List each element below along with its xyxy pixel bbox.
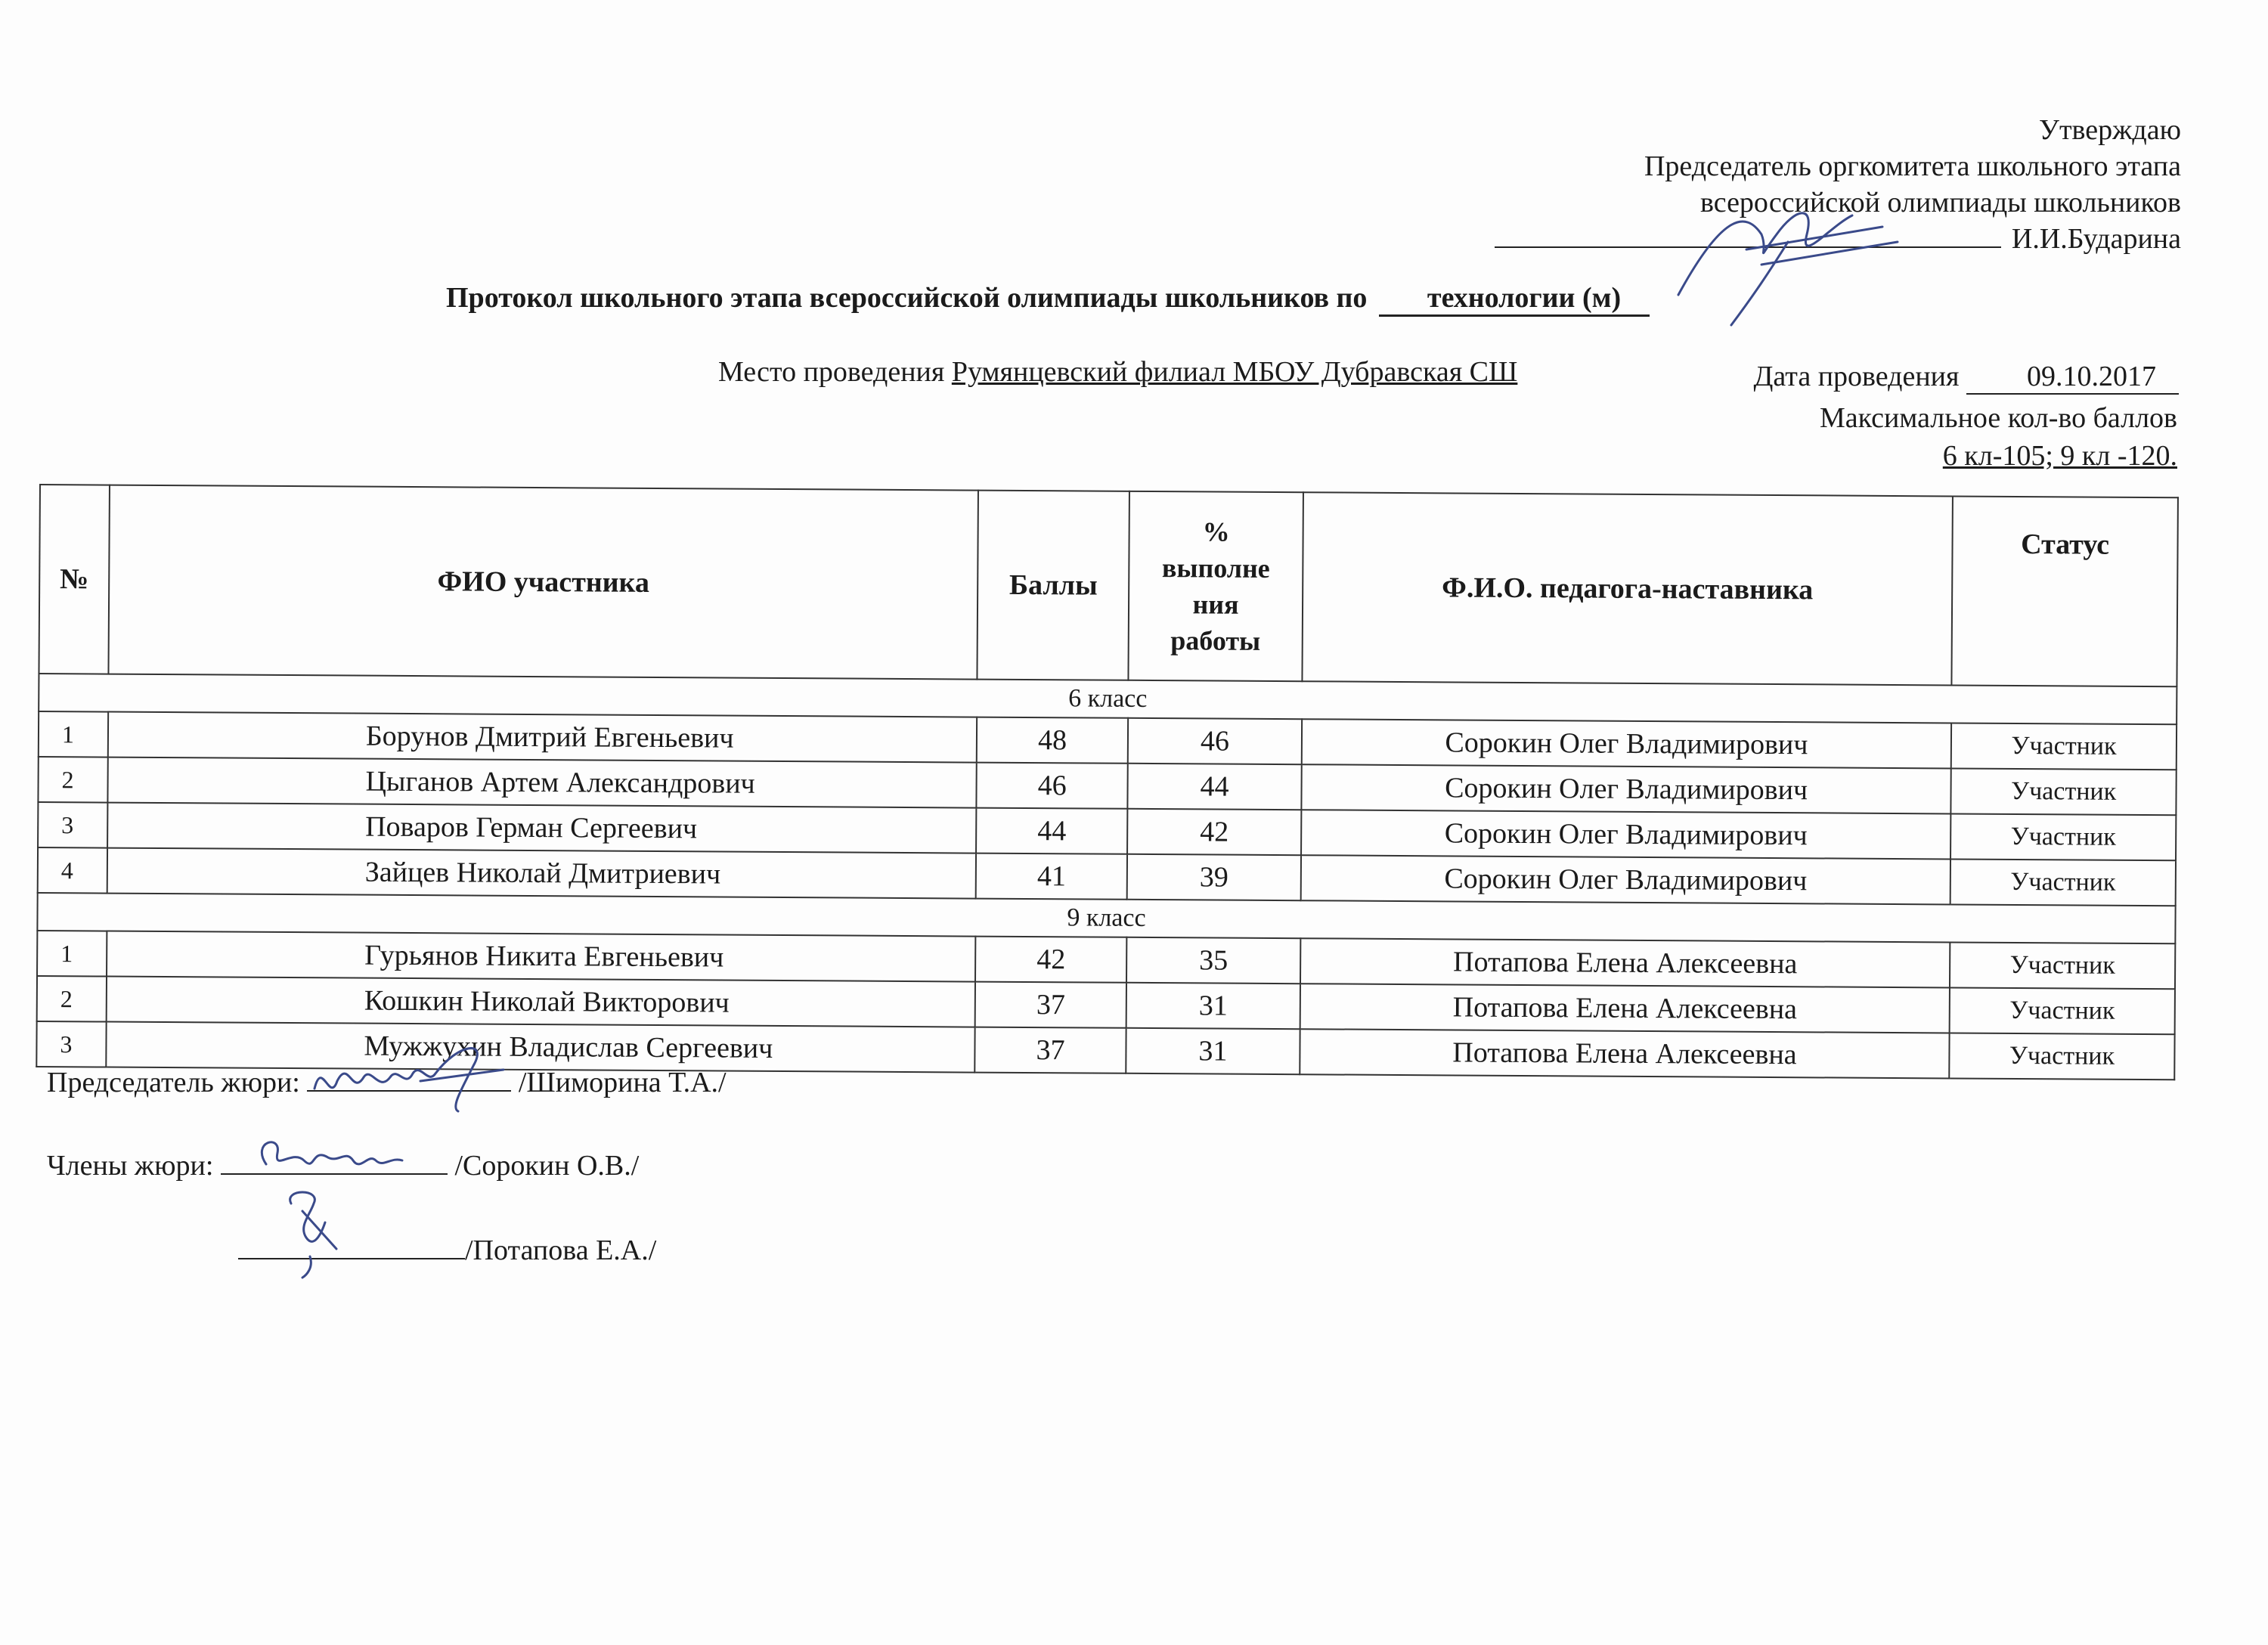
cell-teacher: Потапова Елена Алексеевна (1300, 938, 1950, 987)
venue-line (718, 355, 1517, 389)
cell-score: 37 (975, 982, 1126, 1028)
cell-score: 42 (975, 937, 1126, 983)
cell-participant-name: Цыганов Артем Александрович (107, 757, 977, 808)
jury-chair-name: /Шиморина Т.А./ (518, 1067, 727, 1098)
organizer-signature (1656, 181, 1913, 333)
results-table (36, 484, 2179, 1080)
jury-member-1-name: /Сорокин О.В./ (454, 1150, 640, 1182)
jury-member-2-signature-line (238, 1234, 465, 1259)
cell-percent: 46 (1128, 718, 1302, 764)
cell-participant-name: Гурьянов Никита Евгеньевич (107, 931, 976, 982)
cell-number: 1 (39, 711, 108, 757)
cell-participant-name: Борунов Дмитрий Евгеньевич (108, 712, 978, 763)
date-label: Дата проведения (1753, 361, 1960, 392)
cell-teacher: Потапова Елена Алексеевна (1300, 984, 1950, 1033)
cell-participant-name: Поваров Герман Сергеевич (107, 803, 977, 853)
cell-status: Участник (1950, 987, 2175, 1034)
max-points-value: 6 кл-105; 9 кл -120. (1942, 440, 2177, 472)
cell-participant-name: Зайцев Николай Дмитриевич (107, 848, 977, 899)
cell-teacher: Сорокин Олег Владимирович (1302, 719, 1952, 768)
jury-members-label: Члены жюри: (47, 1150, 214, 1182)
cell-score: 37 (974, 1027, 1126, 1073)
venue-label: Место проведения (718, 356, 945, 388)
col-header-num: № (39, 485, 109, 674)
cell-score: 44 (976, 808, 1127, 854)
jury-chair-signature (307, 1036, 526, 1119)
cell-score: 48 (977, 717, 1128, 764)
cell-score: 41 (976, 853, 1127, 900)
jury-member-2-signature (238, 1181, 389, 1279)
venue-value: Румянцевский филиал МБОУ Дубравская СШ (951, 356, 1518, 388)
results-table-header (39, 485, 2177, 686)
approval-name: И.И.Бударина (2011, 223, 2181, 255)
cell-teacher: Сорокин Олег Владимирович (1301, 764, 1951, 813)
cell-percent: 42 (1127, 809, 1301, 855)
jury-member-1-signature-line (221, 1149, 448, 1175)
title-subject: технологии (м) (1379, 281, 1650, 317)
cell-participant-name: Мужжухин Владислав Сергеевич (106, 1022, 975, 1073)
col-header-percent-line: ния (1192, 589, 1239, 620)
grade-label: 9 класс (37, 893, 2175, 943)
jury-chair-line (47, 1066, 727, 1099)
col-header-percent-line: работы (1170, 625, 1261, 656)
cell-percent: 44 (1127, 764, 1301, 810)
max-points-block (1820, 399, 2177, 475)
cell-score: 46 (977, 763, 1128, 809)
date-line (1753, 360, 2179, 395)
cell-status: Участник (1951, 768, 2177, 815)
cell-percent: 31 (1126, 983, 1300, 1029)
results-table-body (36, 674, 2177, 1080)
cell-percent: 31 (1126, 1028, 1300, 1074)
cell-number: 2 (37, 976, 107, 1022)
jury-member-2-line (238, 1234, 656, 1267)
jury-member-2-name: /Потапова Е.А./ (465, 1235, 657, 1266)
protocol-title (446, 281, 1650, 317)
cell-status: Участник (1951, 723, 2177, 770)
cell-number: 4 (38, 847, 107, 894)
col-header-teacher: Ф.И.О. педагога-наставника (1302, 492, 1953, 685)
approval-line-1: Утверждаю (2039, 114, 2181, 146)
max-points-label: Максимальное кол-во баллов (1819, 402, 2177, 434)
col-header-score: Баллы (978, 491, 1129, 680)
title-text: Протокол школьного этапа всероссийской олимпиады школьников по (446, 282, 1368, 314)
approval-line-3: всероссийской олимпиады школьников (1700, 187, 2181, 218)
cell-status: Участник (1949, 1033, 2174, 1080)
cell-status: Участник (1950, 859, 2176, 906)
cell-status: Участник (1950, 813, 2176, 860)
cell-percent: 39 (1127, 854, 1301, 900)
cell-teacher: Потапова Елена Алексеевна (1300, 1029, 1950, 1078)
grade-label: 6 класс (39, 674, 2177, 724)
col-header-percent-line: % (1202, 516, 1230, 547)
cell-number: 3 (38, 802, 107, 848)
col-header-percent (1129, 491, 1303, 681)
cell-number: 2 (38, 757, 107, 803)
cell-percent: 35 (1126, 937, 1300, 984)
col-header-fio: ФИО участника (108, 485, 978, 680)
cell-teacher: Сорокин Олег Владимирович (1301, 810, 1951, 859)
jury-chair-label: Председатель жюри: (47, 1067, 300, 1098)
cell-number: 3 (36, 1021, 106, 1067)
jury-chair-signature-line (307, 1066, 511, 1092)
cell-status: Участник (1950, 942, 2175, 989)
jury-member-1-line (47, 1149, 639, 1182)
cell-participant-name: Кошкин Николай Викторович (107, 977, 976, 1027)
col-header-percent-line: выполне (1161, 553, 1270, 584)
approval-line-2: Председатель оргкомитета школьного этапа (1644, 150, 2181, 182)
cell-teacher: Сорокин Олег Владимирович (1301, 855, 1951, 904)
date-value: 09.10.2017 (1966, 360, 2179, 395)
col-header-status: Статус (1952, 496, 2178, 686)
cell-number: 1 (37, 931, 107, 977)
